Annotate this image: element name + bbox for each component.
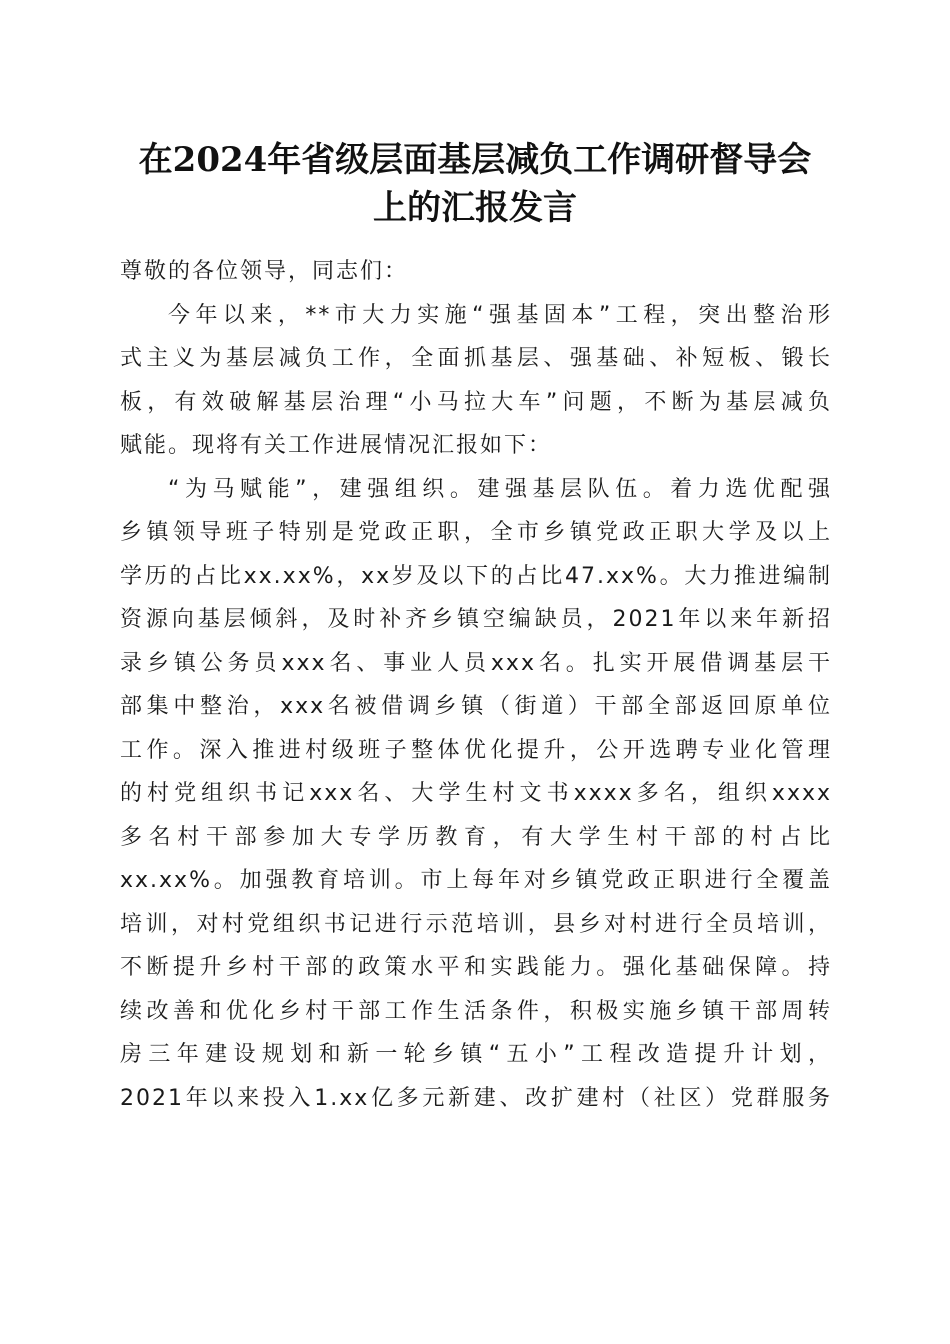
document-body <box>120 250 832 1120</box>
paragraph-2 <box>120 468 832 1121</box>
paragraph-line: 式主义为基层减负工作，全面抓基层、强基础、补短板、锻长 <box>120 346 832 371</box>
paragraph-line: 多名村干部参加大专学历教育，有大学生村干部的村占比 <box>120 824 832 850</box>
paragraph-line: 板，有效破解基层治理“小马拉大车”问题，不断为基层减负 <box>120 389 832 415</box>
paragraph-line: 的村党组织书记xxx名、大学生村文书xxxx多名，组织xxxx <box>120 781 832 806</box>
paragraph-line: 不断提升乡村干部的政策水平和实践能力。强化基础保障。持 <box>120 955 832 980</box>
paragraph-line: 录乡镇公务员xxx名、事业人员xxx名。扎实开展借调基层干 <box>120 650 832 676</box>
paragraph-line: “为马赋能”，建强组织。建强基层队伍。着力选优配强 <box>168 476 832 502</box>
paragraph-line: 工作。深入推进村级班子整体优化提升，公开选聘专业化管理 <box>120 737 832 763</box>
document-title <box>100 136 850 232</box>
paragraph-line: 部集中整治，xxx名被借调乡镇（街道）干部全部返回原单位 <box>120 694 832 719</box>
paragraph-line: 续改善和优化乡村干部工作生活条件，积极实施乡镇干部周转 <box>120 998 832 1024</box>
paragraph-line: 今年以来，**市大力实施“强基固本”工程，突出整治形 <box>168 302 832 328</box>
paragraph-line: 培训，对村党组织书记进行示范培训，县乡对村进行全员培训， <box>120 911 832 937</box>
salutation: 尊敬的各位领导，同志们： <box>120 259 409 284</box>
paragraph-1 <box>120 294 832 468</box>
paragraph-line: xx.xx%。加强教育培训。市上每年对乡镇党政正职进行全覆盖 <box>120 868 832 893</box>
paragraph-line: 房三年建设规划和新一轮乡镇“五小”工程改造提升计划， <box>120 1042 832 1067</box>
paragraph-line: 学历的占比xx.xx%，xx岁及以下的占比47.xx%。大力推进编制 <box>120 563 832 589</box>
paragraph-line: 乡镇领导班子特别是党政正职，全市乡镇党政正职大学及以上 <box>120 520 832 545</box>
title-line-1: 在2024年省级层面基层减负工作调研督导会 <box>138 140 812 180</box>
paragraph-line: 2021年以来投入1.xx亿多元新建、改扩建村（社区）党群服务 <box>120 1085 832 1111</box>
paragraph-line: 资源向基层倾斜，及时补齐乡镇空编缺员，2021年以来年新招 <box>120 607 832 632</box>
title-line-2: 上的汇报发言 <box>373 188 577 228</box>
paragraph-line: 赋能。现将有关工作进展情况汇报如下： <box>120 433 553 458</box>
